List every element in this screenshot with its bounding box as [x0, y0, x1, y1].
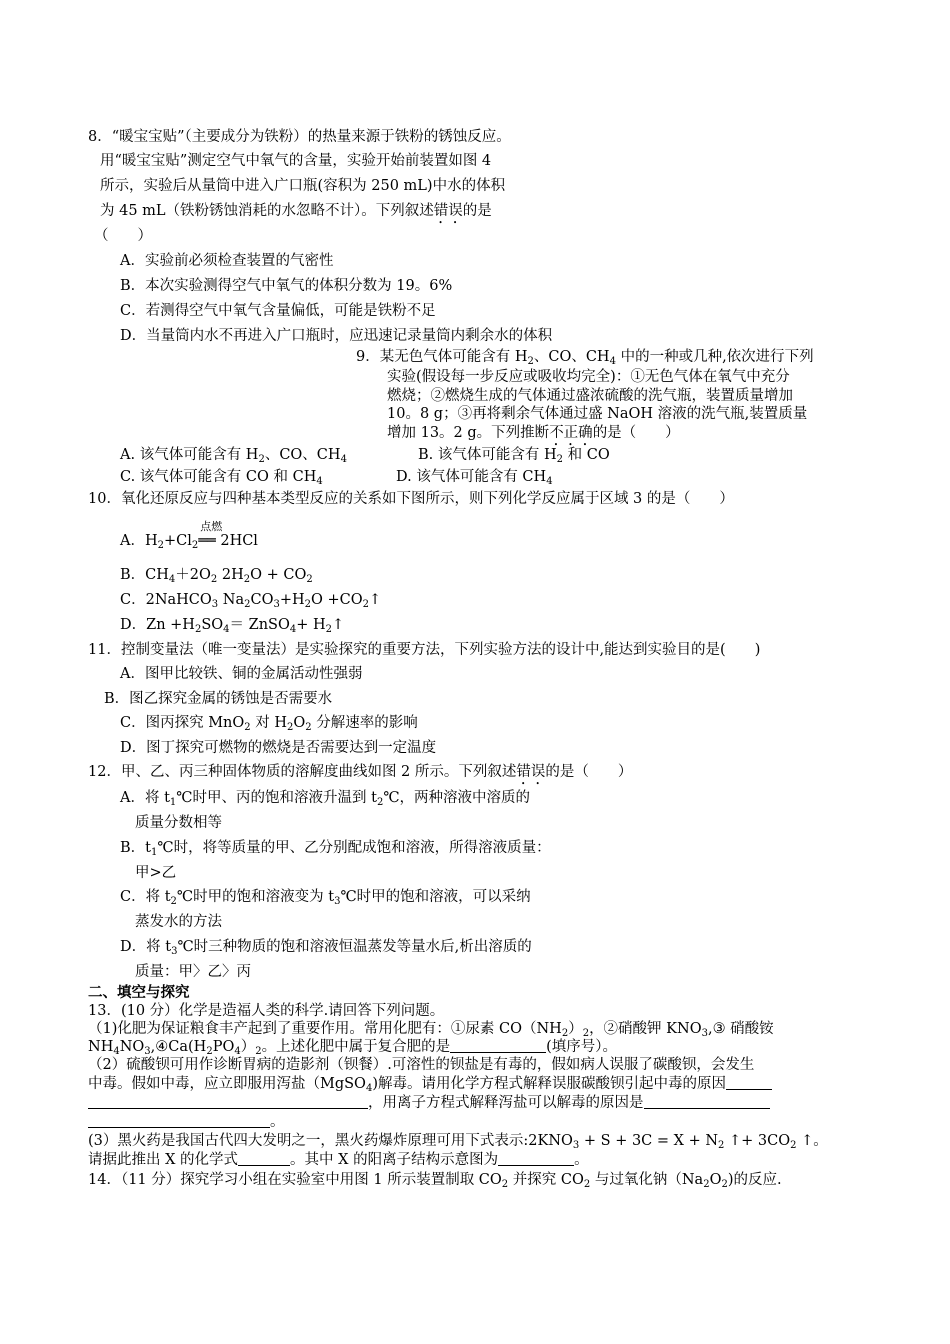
q9-option-d: D. 该气体可能含有 $CH_4$ [396, 469, 553, 487]
q8-option-c: C．若测得空气中氧气含量偏低，可能是铁粉不足 [120, 303, 436, 319]
q12-option-b-line-2: 甲>乙 [135, 865, 177, 881]
q10-option-c: C．2NaHCO$_3$ $Na_2CO_3+H_2O$ $+CO_2↑$ [120, 592, 382, 610]
q13-part2-line-1: （2）硫酸钡可用作诊断胃病的造影剂（钡餐）.可溶性的钡盐是有毒的，假如病人误服了碳酸钡，会发生 [88, 1057, 755, 1073]
answer-blank[interactable] [88, 1113, 270, 1128]
q11-option-b: B．图乙探究金属的锈蚀是否需要水 [104, 691, 333, 707]
answer-blank[interactable] [88, 1094, 368, 1109]
q9-option-a: A. 该气体可能含有 $H_2$、CO、$CH_4$ [120, 447, 347, 465]
q9-line-2: 实验(假设每一步反应或吸收均完全)：①无色气体在氧气中充分 [387, 369, 790, 385]
q12-option-d-line-1: D．将 $t_3℃$时三种物质的饱和溶液恒温蒸发等量水后,析出溶质的 [120, 939, 532, 957]
q9-option-c: C. 该气体可能含有 CO 和 $CH_4$ [120, 469, 323, 487]
q12-option-c-line-2: 蒸发水的方法 [135, 914, 222, 930]
answer-blank[interactable] [726, 1075, 772, 1090]
q12-option-a-line-1: A．将 $t_1℃$时甲、丙的饱和溶液升温到 $t_2℃$，两种溶液中溶质的 [120, 790, 531, 808]
q8-option-a: A．实验前必须检查装置的气密性 [120, 253, 334, 269]
q9-line-4: 10。8 g；③再将剩余气体通过盛 NaOH 溶液的洗气瓶,装置质量 [387, 406, 808, 422]
q10-stem: 10．氧化还原反应与四种基本类型反应的关系如下图所示，则下列化学反应属于区域 3 的是（ ） [88, 491, 734, 507]
answer-blank[interactable] [238, 1151, 290, 1166]
q12-option-a-line-2: 质量分数相等 [135, 815, 222, 831]
q8-line-2: 用“暖宝宝贴”测定空气中氧气的含量，实验开始前装置如图 4 [100, 153, 492, 169]
q9-line-1: 9．某无色气体可能含有 $H_2$、CO、$CH_4$ 中的一种或几种,依次进行下列 [356, 349, 814, 367]
q13-part1-line-2: $NH_4NO_3,④Ca(H_2PO_4)_2$。上述化肥中属于复合肥的是 (填序号）。 [88, 1039, 618, 1057]
q13-part2-line-4: 。 [88, 1113, 285, 1131]
q11-stem: 11．控制变量法（唯一变量法）是实验探究的重要方法，下列实验方法的设计中,能达到实验目的是( ) [88, 642, 761, 658]
q8-answer-paren: （ ） [94, 228, 152, 244]
section-heading: 二、填空与探究 [88, 985, 190, 1001]
q8-line-3: 所示，实验后从量筒中进入广口瓶(容积为 250 mL)中水的体积 [100, 178, 506, 194]
q12-option-d-line-2: 质量：甲〉乙〉丙 [135, 964, 251, 980]
q13-part1-line-1: （1)化肥为保证粮食丰产起到了重要作用。常用化肥有：①尿素 $CO(NH_2)_2$，②硝酸钾 $KNO_3,③$ 硝酸铵 [88, 1021, 774, 1039]
q8-option-d: D．当量筒内水不再进入广口瓶时，应迅速记录量筒内剩余水的体积 [120, 328, 553, 344]
q8-line-4: 为 45 mL（铁粉锈蚀消耗的水忽略不计）。下列叙述错误的是 [100, 203, 492, 219]
q11-option-d: D．图丁探究可燃物的燃烧是否需要达到一定温度 [120, 740, 437, 756]
q9-line-5: 增加 13。2 g。下列推断不正确的是（ ） [387, 425, 680, 441]
q13-part2-line-2: 中毒。假如中毒，应立即服用泻盐（MgSO$_4$)解毒。请用化学方程式解释误服碳酸钡引起中毒的原因 [88, 1075, 772, 1093]
q11-option-a: A．图甲比较铁、铜的金属活动性强弱 [120, 666, 363, 682]
q13-part3-line-1: (3）黑火药是我国古代四大发明之一，黑火药爆炸原理可用下式表示$:2KNO_3 + S + 3C = X + N_2$ ↑+ $3CO_2$ ↑。 [88, 1133, 828, 1151]
q11-option-c: C．图丙探究 MnO$_2$ 对 $H_2O_2$ 分解速率的影响 [120, 715, 418, 733]
q8-line-1: 8．“暖宝宝贴”（主要成分为铁粉）的热量来源于铁粉的锈蚀反应。 [88, 129, 511, 145]
q10-option-a: A．$H_2+Cl_2$ 点燃 ══ 2HCl [120, 520, 258, 551]
q12-option-c-line-1: C．将 $t_2℃$时甲的饱和溶液变为 $t_3℃$时甲的饱和溶液，可以采纳 [120, 889, 531, 907]
q14-stem: 14．（11 分）探究学习小组在实验室中用图 1 所示装置制取 $CO_2$ 并探究 $CO_2$ 与过氧化钠$(Na_2O_2)$的反应. [88, 1172, 782, 1190]
q10-option-b: B．$CH_4+2O_2$ $2H_2O + CO_2$ [120, 567, 313, 585]
answer-blank[interactable] [450, 1038, 546, 1053]
q12-option-b-line-1: B．$t_1℃$时，将等质量的甲、乙分别配成饱和溶液，所得溶液质量： [120, 840, 551, 858]
q13-heading: 13．(10 分）化学是造福人类的科学.请回答下列问题。 [88, 1003, 445, 1019]
answer-blank[interactable] [644, 1094, 770, 1109]
q8-option-b: B．本次实验测得空气中氧气的体积分数为 19。6% [120, 278, 453, 294]
q13-part3-line-2: 请据此推出 X 的化学式 。其中 X 的阳离子结构示意图为 。 [88, 1152, 589, 1168]
q12-stem: 12．甲、乙、丙三种固体物质的溶解度曲线如图 2 所示。下列叙述错误的是（ ） [88, 764, 633, 780]
q13-part2-line-3: ，用离子方程式解释泻盐可以解毒的原因是 [88, 1094, 770, 1112]
q9-line-3: 燃烧；②燃烧生成的气体通过盛浓硫酸的洗气瓶，装置质量增加 [387, 388, 793, 404]
reaction-condition: 点燃 ══ [198, 520, 223, 549]
q10-option-d: D．$Zn +H_2SO_4=$ ZnSO$_4$+ $H_2↑$ [120, 617, 345, 635]
answer-blank[interactable] [498, 1151, 574, 1166]
q9-option-b: B. 该气体可能含有 $H_2$ 和 CO [418, 447, 610, 465]
